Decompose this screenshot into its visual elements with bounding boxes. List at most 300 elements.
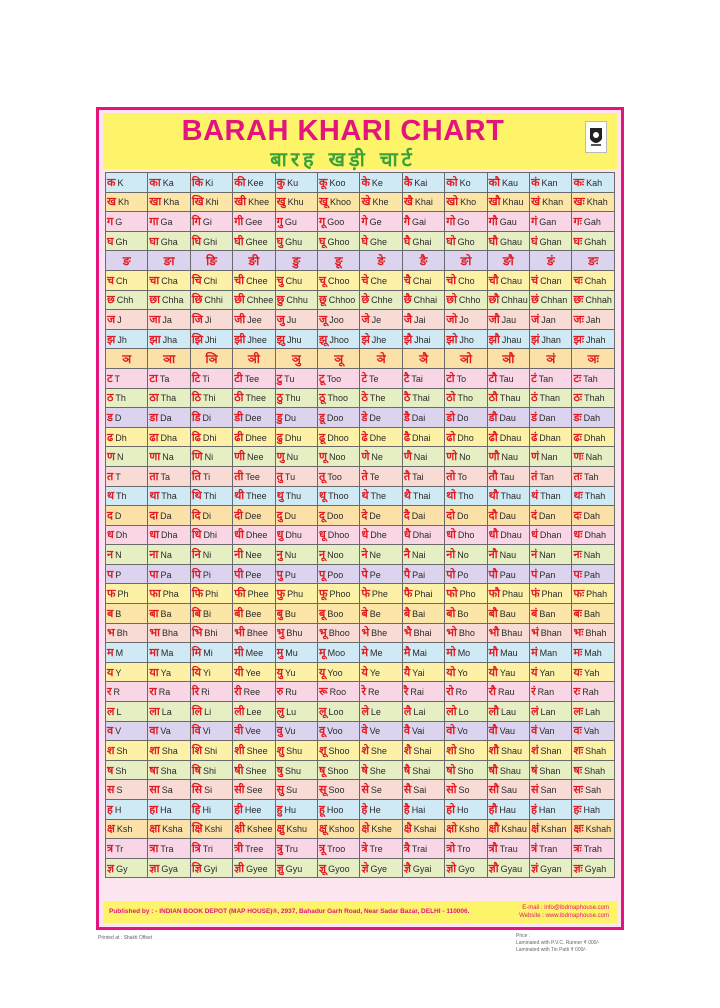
table-cell [148, 173, 190, 193]
roman-transliteration: Th [115, 393, 126, 404]
roman-transliteration: Shoo [328, 746, 350, 757]
devanagari-syllable: ञं [546, 352, 556, 367]
table-cell [190, 662, 232, 682]
table-cell [487, 721, 529, 741]
table-cell [106, 564, 148, 584]
table-cell [106, 506, 148, 526]
devanagari-syllable: दि [191, 508, 201, 522]
table-cell [572, 643, 615, 663]
roman-transliteration: Nau [501, 452, 518, 463]
roman-transliteration: Chhee [246, 295, 274, 306]
devanagari-syllable: लं [531, 704, 539, 718]
table-cell [572, 584, 615, 604]
table-cell [487, 466, 529, 486]
table-cell [318, 212, 360, 232]
devanagari-syllable: षे [361, 763, 368, 777]
devanagari-syllable: फा [149, 587, 161, 601]
table-cell [233, 741, 275, 761]
table-cell [233, 349, 275, 369]
roman-transliteration: Dhau [499, 432, 522, 443]
table-cell [530, 564, 572, 584]
table-cell [190, 251, 232, 271]
roman-transliteration: Ran [537, 687, 555, 698]
roman-transliteration: Vah [583, 726, 600, 737]
poster-header [103, 113, 617, 169]
devanagari-syllable: घं [531, 234, 538, 248]
table-row [106, 545, 615, 565]
roman-transliteration: Loo [328, 706, 344, 717]
table-row [106, 408, 615, 428]
roman-transliteration: Khai [414, 197, 433, 208]
roman-transliteration: Jhoo [329, 334, 349, 345]
roman-transliteration: Mi [203, 648, 213, 659]
table-cell [275, 858, 317, 878]
roman-transliteration: Tran [539, 843, 558, 854]
devanagari-syllable: थ [107, 489, 115, 503]
roman-transliteration: Tai [412, 471, 424, 482]
table-cell [190, 858, 232, 878]
devanagari-syllable: त्रि [191, 841, 201, 855]
devanagari-syllable: च [107, 273, 114, 287]
devanagari-syllable: वू [319, 724, 326, 738]
roman-transliteration: Bu [284, 608, 296, 619]
devanagari-syllable: ञा [163, 352, 176, 367]
devanagari-syllable: यि [191, 665, 202, 679]
roman-transliteration: Pho [459, 589, 476, 600]
table-cell [148, 447, 190, 467]
table-cell [402, 819, 444, 839]
table-cell [190, 349, 232, 369]
table-cell [572, 173, 615, 193]
devanagari-syllable: रौ [488, 685, 497, 699]
table-cell [275, 819, 317, 839]
devanagari-syllable: बी [234, 606, 244, 620]
table-cell [190, 408, 232, 428]
table-cell [572, 760, 615, 780]
table-cell [445, 388, 487, 408]
roman-transliteration: Shah [585, 746, 607, 757]
devanagari-syllable: थः [573, 489, 583, 503]
devanagari-syllable: नो [446, 548, 456, 562]
table-cell [190, 545, 232, 565]
roman-transliteration: Ghau [500, 236, 523, 247]
table-cell [190, 212, 232, 232]
devanagari-syllable: डू [319, 410, 325, 424]
devanagari-syllable: दा [149, 508, 159, 522]
roman-transliteration: Sa [161, 785, 173, 796]
devanagari-syllable: ञे [376, 352, 386, 367]
roman-transliteration: Trau [499, 843, 518, 854]
table-cell [572, 486, 615, 506]
table-cell [148, 702, 190, 722]
devanagari-syllable: धा [149, 528, 160, 542]
table-cell [318, 173, 360, 193]
roman-transliteration: Cho [458, 275, 475, 286]
roman-transliteration: Chai [412, 275, 432, 286]
devanagari-syllable: पै [403, 567, 411, 581]
roman-transliteration: Mau [500, 648, 518, 659]
roman-transliteration: The [369, 393, 386, 404]
devanagari-syllable: वे [361, 724, 368, 738]
devanagari-syllable: जं [531, 312, 540, 326]
table-cell [572, 545, 615, 565]
devanagari-syllable: थो [446, 489, 457, 503]
table-cell [445, 604, 487, 624]
devanagari-syllable: झौ [488, 332, 500, 346]
roman-transliteration: Ti [202, 471, 211, 482]
devanagari-syllable: भ [107, 626, 115, 640]
table-cell [106, 329, 148, 349]
roman-transliteration: Ki [205, 177, 214, 188]
table-cell [275, 329, 317, 349]
table-cell [275, 702, 317, 722]
devanagari-syllable: ज्ञं [531, 861, 539, 875]
table-cell [360, 525, 402, 545]
roman-transliteration: Me [370, 648, 383, 659]
roman-transliteration: Gye [370, 863, 388, 874]
table-cell [530, 329, 572, 349]
roman-transliteration: Poo [327, 569, 344, 580]
roman-transliteration: Nai [411, 550, 426, 561]
devanagari-syllable: ढः [573, 430, 582, 444]
devanagari-syllable: ज्ञै [403, 861, 411, 875]
roman-transliteration: Gyo [458, 863, 475, 874]
devanagari-syllable: ष [107, 763, 114, 777]
devanagari-syllable: लू [319, 704, 327, 718]
devanagari-syllable: णु [276, 450, 285, 464]
devanagari-syllable: कू [319, 175, 328, 189]
devanagari-syllable: णी [234, 450, 246, 464]
roman-transliteration: Shan [540, 746, 562, 757]
roman-transliteration: Khe [372, 197, 389, 208]
table-cell [572, 212, 615, 232]
devanagari-syllable: जः [573, 312, 584, 326]
devanagari-syllable: भै [403, 626, 412, 640]
roman-transliteration: Shee [245, 765, 267, 776]
table-cell [360, 329, 402, 349]
roman-transliteration: S [116, 785, 123, 796]
roman-transliteration: Dha [160, 432, 177, 443]
devanagari-syllable: बा [149, 606, 159, 620]
table-cell [572, 231, 615, 251]
table-cell [190, 466, 232, 486]
roman-transliteration: Do [456, 510, 469, 521]
table-cell [402, 584, 444, 604]
devanagari-syllable: चु [276, 273, 284, 287]
devanagari-syllable: शी [234, 744, 245, 758]
roman-transliteration: Di [202, 412, 212, 423]
roman-transliteration: Li [204, 706, 212, 717]
table-cell [360, 780, 402, 800]
devanagari-syllable: रं [531, 685, 536, 699]
roman-transliteration: See [246, 785, 263, 796]
table-cell [275, 408, 317, 428]
table-cell [445, 702, 487, 722]
devanagari-syllable: ल [107, 704, 115, 718]
table-cell [233, 329, 275, 349]
table-cell [445, 780, 487, 800]
devanagari-syllable: झः [573, 332, 585, 346]
devanagari-syllable: त्रा [149, 841, 159, 855]
table-cell [106, 408, 148, 428]
roman-transliteration: Gyan [540, 863, 562, 874]
table-row [106, 329, 615, 349]
devanagari-syllable: छौ [488, 293, 500, 307]
devanagari-syllable: फू [319, 587, 328, 601]
devanagari-syllable: घ [107, 234, 114, 248]
table-cell [233, 564, 275, 584]
table-cell [233, 819, 275, 839]
roman-transliteration: R [113, 687, 120, 698]
table-cell [318, 721, 360, 741]
devanagari-syllable: छी [234, 293, 245, 307]
roman-transliteration: Khi [205, 197, 219, 208]
devanagari-syllable: क्षौ [488, 822, 500, 836]
table-row [106, 858, 615, 878]
devanagari-syllable: बि [191, 606, 201, 620]
table-cell [318, 251, 360, 271]
table-cell [572, 604, 615, 624]
table-cell [572, 408, 615, 428]
devanagari-syllable: धि [191, 528, 202, 542]
roman-transliteration: G [115, 216, 123, 227]
roman-transliteration: Ke [371, 177, 383, 188]
roman-transliteration: Vi [202, 726, 211, 737]
table-cell [275, 310, 317, 330]
table-cell [148, 858, 190, 878]
devanagari-syllable: सौ [488, 783, 499, 797]
roman-transliteration: Ghee [245, 236, 268, 247]
roman-transliteration: Kshu [286, 824, 308, 835]
table-cell [572, 192, 615, 212]
table-cell [530, 310, 572, 330]
roman-transliteration: Nee [247, 452, 264, 463]
devanagari-syllable: ठि [191, 391, 202, 405]
table-cell [402, 760, 444, 780]
table-cell [402, 545, 444, 565]
devanagari-syllable: त्रू [319, 841, 326, 855]
devanagari-syllable: ति [191, 469, 201, 483]
roman-transliteration: Mah [584, 648, 602, 659]
table-cell [445, 466, 487, 486]
devanagari-syllable: शु [276, 744, 285, 758]
table-cell [275, 270, 317, 290]
table-cell [530, 349, 572, 369]
roman-transliteration: Van [539, 726, 555, 737]
table-cell [275, 388, 317, 408]
devanagari-syllable: मि [191, 646, 202, 660]
table-cell [402, 466, 444, 486]
roman-transliteration: Too [326, 373, 342, 384]
roman-transliteration: Gau [499, 216, 517, 227]
roman-transliteration: Be [369, 608, 381, 619]
table-cell [360, 192, 402, 212]
roman-transliteration: Thoo [328, 491, 349, 502]
roman-transliteration: Dhan [539, 432, 561, 443]
table-cell [360, 270, 402, 290]
devanagari-syllable: मः [573, 646, 583, 660]
roman-transliteration: Ta [160, 471, 171, 482]
devanagari-syllable: मौ [488, 646, 499, 660]
devanagari-syllable: ङै [419, 254, 428, 269]
devanagari-syllable: गि [191, 214, 201, 228]
roman-transliteration: Sh [115, 765, 127, 776]
roman-transliteration: Jhah [586, 334, 606, 345]
table-cell [530, 525, 572, 545]
page-title: BARAH KHARI CHART [181, 115, 505, 147]
devanagari-syllable: तं [531, 469, 538, 483]
table-row [106, 231, 615, 251]
table-cell [275, 800, 317, 820]
roman-transliteration: Dau [499, 510, 516, 521]
roman-transliteration: De [369, 412, 381, 423]
table-cell [572, 270, 615, 290]
roman-transliteration: La [161, 706, 172, 717]
devanagari-syllable: वि [191, 724, 201, 738]
table-cell [190, 388, 232, 408]
table-cell [148, 408, 190, 428]
roman-transliteration: Shu [286, 746, 303, 757]
table-cell [445, 545, 487, 565]
table-cell [106, 858, 148, 878]
roman-transliteration: Thoo [327, 393, 348, 404]
roman-transliteration: Dhah [584, 530, 606, 541]
roman-transliteration: Tai [411, 373, 423, 384]
table-cell [572, 702, 615, 722]
table-cell [148, 564, 190, 584]
devanagari-syllable: बु [276, 606, 283, 620]
roman-transliteration: Vee [245, 726, 261, 737]
devanagari-syllable: पा [149, 567, 159, 581]
table-cell [106, 623, 148, 643]
roman-transliteration: T [114, 373, 121, 384]
roman-transliteration: N [116, 452, 124, 463]
table-cell [360, 604, 402, 624]
roman-transliteration: Hau [499, 804, 516, 815]
roman-transliteration: Nan [539, 550, 556, 561]
roman-transliteration: Yau [499, 667, 516, 678]
devanagari-syllable: हु [276, 802, 283, 816]
table-cell [445, 623, 487, 643]
devanagari-syllable: ला [149, 704, 160, 718]
devanagari-syllable: रे [361, 685, 366, 699]
table-cell [530, 212, 572, 232]
devanagari-syllable: क्षो [446, 822, 457, 836]
devanagari-syllable: ढू [319, 430, 326, 444]
table-cell [360, 290, 402, 310]
table-cell [190, 329, 232, 349]
devanagari-syllable: ढा [149, 430, 159, 444]
table-cell [360, 251, 402, 271]
table-cell [318, 310, 360, 330]
devanagari-syllable: से [361, 783, 369, 797]
roman-transliteration: Chhu [286, 295, 308, 306]
roman-transliteration: Ko [459, 177, 471, 188]
devanagari-syllable: ढो [446, 430, 456, 444]
roman-transliteration: Chau [500, 275, 523, 286]
devanagari-syllable: शै [403, 744, 412, 758]
devanagari-syllable: भा [149, 626, 160, 640]
roman-transliteration: Bi [202, 608, 211, 619]
table-cell [148, 349, 190, 369]
roman-transliteration: Dhoo [327, 432, 349, 443]
devanagari-syllable: ञि [205, 352, 218, 367]
roman-transliteration: Chhan [540, 295, 568, 306]
roman-transliteration: Dan [538, 510, 556, 521]
devanagari-syllable: सी [234, 783, 245, 797]
roman-transliteration: Ch [116, 275, 128, 286]
table-cell [445, 408, 487, 428]
table-cell [318, 192, 360, 212]
devanagari-syllable: ठी [234, 391, 244, 405]
table-cell [530, 408, 572, 428]
roman-transliteration: Vau [499, 726, 515, 737]
table-row [106, 310, 615, 330]
roman-transliteration: Kshi [204, 824, 223, 835]
devanagari-syllable: क्षै [403, 822, 412, 836]
roman-transliteration: Bhi [204, 628, 218, 639]
roman-transliteration: Nai [413, 452, 428, 463]
table-cell [572, 662, 615, 682]
roman-transliteration: Bhu [286, 628, 303, 639]
roman-transliteration: Bhau [501, 628, 523, 639]
devanagari-syllable: णै [403, 450, 412, 464]
devanagari-syllable: भो [446, 626, 457, 640]
table-cell [148, 486, 190, 506]
table-cell [148, 545, 190, 565]
table-cell [233, 427, 275, 447]
devanagari-syllable: षः [573, 763, 583, 777]
table-cell [402, 800, 444, 820]
roman-transliteration: Gai [412, 216, 427, 227]
table-cell [402, 858, 444, 878]
table-row [106, 290, 615, 310]
table-cell [445, 819, 487, 839]
devanagari-syllable: ची [234, 273, 245, 287]
devanagari-syllable: षी [234, 763, 244, 777]
table-row [106, 427, 615, 447]
devanagari-syllable: क्षी [234, 822, 245, 836]
devanagari-syllable: सा [149, 783, 160, 797]
table-cell [106, 741, 148, 761]
roman-transliteration: Gyu [285, 863, 303, 874]
roman-transliteration: Nah [583, 550, 601, 561]
roman-transliteration: Bha [162, 628, 179, 639]
roman-transliteration: Po [457, 569, 469, 580]
table-cell [572, 447, 615, 467]
roman-transliteration: Gyah [584, 863, 607, 874]
table-cell [233, 212, 275, 232]
table-cell [360, 349, 402, 369]
table-cell [530, 290, 572, 310]
roman-transliteration: Re [367, 687, 380, 698]
table-cell [360, 545, 402, 565]
table-cell [360, 231, 402, 251]
devanagari-syllable: मे [361, 646, 369, 660]
devanagari-syllable: क्षा [149, 822, 161, 836]
devanagari-syllable: ठ [107, 391, 114, 405]
devanagari-syllable: पो [446, 567, 456, 581]
roman-transliteration: Khah [586, 197, 608, 208]
devanagari-syllable: खे [361, 195, 371, 209]
devanagari-syllable: नः [573, 548, 582, 562]
devanagari-syllable: ञु [291, 352, 301, 367]
table-cell [402, 173, 444, 193]
table-cell [402, 231, 444, 251]
table-cell [233, 525, 275, 545]
table-cell [275, 741, 317, 761]
devanagari-syllable: वी [234, 724, 244, 738]
